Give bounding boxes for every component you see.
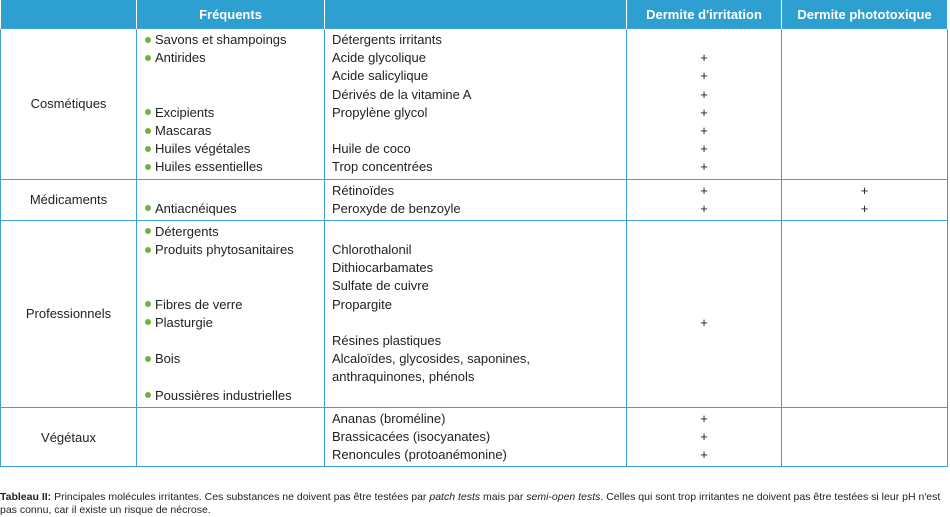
cell-line [782,223,947,241]
cell-line [325,223,626,241]
caption-emphasis-2: semi-open tests [526,491,601,503]
irritation-cell [627,29,782,180]
cell-text: Chlorothalonil [332,242,412,258]
cell-text: + [700,50,708,66]
cell-text: Renoncules (protoanémonine) [332,447,507,463]
cell-line [325,67,626,85]
phototoxic-cell [782,179,948,220]
bullet-icon [145,392,151,398]
cell-line [782,387,947,405]
phototoxic-cell-lines [782,180,947,220]
bullet-icon [145,205,151,211]
frequent-cell [137,179,325,220]
irritation-cell-lines [627,180,781,220]
frequent-cell-lines [137,221,324,407]
cell-line [627,332,781,350]
cell-line [782,446,947,464]
cell-line [137,368,324,386]
phototoxic-cell [782,29,948,180]
cell-line [782,241,947,259]
header-phototoxic: Dermite phototoxique [782,0,948,29]
cell-text: Alcaloïdes, glycosides, saponines, [332,351,531,367]
cell-line [627,104,781,122]
cell-text: Poussières industrielles [155,387,292,403]
cell-line [137,332,324,350]
cell-line [627,158,781,176]
header-row [1,0,948,29]
cell-line [627,446,781,464]
header-frequent: Fréquents [137,0,325,29]
cell-line [325,350,626,368]
cell-line [325,104,626,122]
bullet-icon [145,228,151,234]
phototoxic-cell-lines [782,221,947,407]
caption-text-1: Principales molécules irritantes. Ces substances ne doivent pas être testées par [51,491,430,503]
bullet-icon [145,164,151,170]
cell-line [325,31,626,49]
cell-line [627,182,781,200]
cell-line [137,387,324,405]
category-cell: Médicaments [1,179,137,220]
cell-line [325,200,626,218]
cell-line [627,277,781,295]
caption-text-2: mais par [480,491,527,503]
phototoxic-cell-lines [782,408,947,467]
category-cell: Végétaux [1,407,137,467]
cell-line [325,241,626,259]
table-row [1,220,948,407]
cell-text: + [700,68,708,84]
cell-line [325,49,626,67]
bullet-icon [145,356,151,362]
substances-cell-lines [325,221,626,407]
cell-line [627,387,781,405]
cell-text: Résines plastiques [332,333,442,348]
bullet-icon [145,247,151,253]
frequent-cell [137,29,325,180]
cell-line [137,314,324,332]
irritation-cell-lines [627,29,781,179]
cell-line [627,259,781,277]
cell-line [325,158,626,176]
table-caption [0,491,950,517]
bullet-icon [145,301,151,307]
cell-line [782,350,947,368]
irritation-cell [627,407,782,467]
cell-line [137,241,324,259]
cell-text: + [700,141,708,157]
cell-line [325,446,626,464]
phototoxic-cell [782,220,948,407]
cell-text: + [700,122,708,138]
cell-text: Fibres de verre [155,296,243,312]
cell-line [627,67,781,85]
bullet-icon [145,146,151,152]
phototoxic-cell-lines [782,29,947,179]
cell-line [325,182,626,200]
cell-line [137,104,324,122]
cell-line [137,86,324,104]
substances-cell-lines [325,408,626,467]
cell-line [782,314,947,332]
cell-line [782,49,947,67]
cell-line [137,277,324,295]
cell-line [627,368,781,386]
cell-text: Trop concentrées [332,159,433,175]
cell-line [325,368,626,386]
caption-emphasis-1: patch tests [429,491,481,503]
bullet-icon [145,319,151,325]
substances-cell-lines [325,180,626,220]
cell-line [782,259,947,277]
cell-text: Dithiocarbamates [332,260,434,276]
cell-text: Dérivés de la vitamine A [332,86,472,102]
cell-text: + [700,428,708,444]
substances-cell [325,179,627,220]
cell-line [627,86,781,104]
substances-cell [325,220,627,407]
cell-line [137,31,324,49]
header-category [1,0,137,29]
cell-text: Excipients [155,104,215,120]
cell-line [137,200,324,218]
cell-text: Bois [155,351,181,367]
cell-line [782,277,947,295]
cell-text: Acide glycolique [332,50,426,66]
cell-line [627,49,781,67]
phototoxic-cell [782,407,948,467]
cell-text: Antiacnéiques [155,200,237,216]
frequent-cell-lines [137,408,324,467]
cell-text: Ananas (broméline) [332,410,446,426]
cell-line [627,314,781,332]
cell-line [782,104,947,122]
cell-line [325,332,626,350]
cell-text: + [700,410,708,426]
cell-text: Produits phytosanitaires [155,242,294,258]
cell-line [137,296,324,314]
cell-text: Huile de coco [332,141,411,157]
cell-text: Plasturgie [155,314,213,330]
cell-line [137,122,324,140]
category-cell: Cosmétiques [1,29,137,180]
cell-line [137,158,324,176]
caption-label: Tableau II: [0,491,52,503]
substances-cell-lines [325,29,626,179]
cell-line [325,140,626,158]
cell-text: + [700,104,708,120]
frequent-cell-lines [137,29,324,179]
cell-line [325,122,626,140]
cell-text: + [700,200,708,216]
cell-line [325,314,626,332]
cell-line [627,296,781,314]
cell-line [627,122,781,140]
cell-line [137,410,324,428]
bullet-icon [145,128,151,134]
cell-text: Détergents irritants [332,32,442,47]
cell-line [137,428,324,446]
cell-line [325,259,626,277]
cell-line [627,31,781,49]
cell-line [782,428,947,446]
cell-text: Mascaras [155,122,212,138]
cell-line [627,200,781,218]
cell-line [137,446,324,464]
cell-line [627,241,781,259]
table-row [1,29,948,180]
bullet-icon [145,37,151,43]
cell-line [782,158,947,176]
frequent-cell [137,407,325,467]
cell-text: Huiles végétales [155,141,251,157]
cell-line [627,140,781,158]
cell-line [782,332,947,350]
cell-line [137,49,324,67]
cell-text: + [860,182,869,198]
cell-line [325,296,626,314]
cell-line [325,277,626,295]
cell-line [782,410,947,428]
cell-text: anthraquinones, phénols [332,369,475,385]
cell-line [782,140,947,158]
cell-text: + [700,447,708,463]
cell-text: Sulfate de cuivre [332,278,429,294]
table-row [1,179,948,220]
cell-line [325,86,626,104]
cell-line [137,223,324,241]
cell-line [782,122,947,140]
cell-line [782,182,947,200]
cell-line [782,67,947,85]
category-cell: Professionnels [1,220,137,407]
cell-text: Propylène glycol [332,104,428,120]
bullet-icon [145,55,151,61]
cell-text: Savons et shampoings [155,32,287,47]
cell-text: Propargite [332,296,392,312]
cell-line [137,140,324,158]
cell-text: Détergents [155,223,219,239]
cell-line [325,410,626,428]
bullet-icon [145,109,151,115]
cell-text: Antirides [155,50,206,66]
cell-text: Peroxyde de benzoyle [332,200,461,216]
cell-text: + [700,86,708,102]
cell-line [627,223,781,241]
cell-text: + [700,159,708,175]
header-substances [325,0,627,29]
cell-text: Rétinoïdes [332,182,395,198]
cell-text: + [700,182,708,198]
irritation-cell [627,179,782,220]
frequent-cell-lines [137,180,324,220]
irritation-cell-lines [627,408,781,467]
cell-text: Acide salicylique [332,68,429,84]
cell-line [627,350,781,368]
cell-text: + [700,314,708,330]
cell-line [782,86,947,104]
header-irritation: Dermite d'irritation [627,0,782,29]
cell-line [325,428,626,446]
substances-cell [325,29,627,180]
cell-text: Brassicacées (isocyanates) [332,428,491,444]
substances-cell [325,407,627,467]
cell-line [137,350,324,368]
cell-line [137,67,324,85]
cell-line [627,410,781,428]
cell-line [137,259,324,277]
cell-text: Huiles essentielles [155,159,263,175]
cell-line [325,387,626,405]
frequent-cell [137,220,325,407]
cell-text: + [860,200,869,216]
cell-line [782,31,947,49]
cell-line [627,428,781,446]
irritation-cell [627,220,782,407]
irritation-cell-lines [627,221,781,407]
cell-line [782,200,947,218]
cell-line [782,296,947,314]
caption-text-3: . Celles qui sont trop irritantes ne doivent pas être testées si leur pH n'est pas connu, car il existe un risque de nécrose. [0,491,941,516]
table-row [1,407,948,467]
cell-line [782,368,947,386]
cell-line [137,182,324,200]
